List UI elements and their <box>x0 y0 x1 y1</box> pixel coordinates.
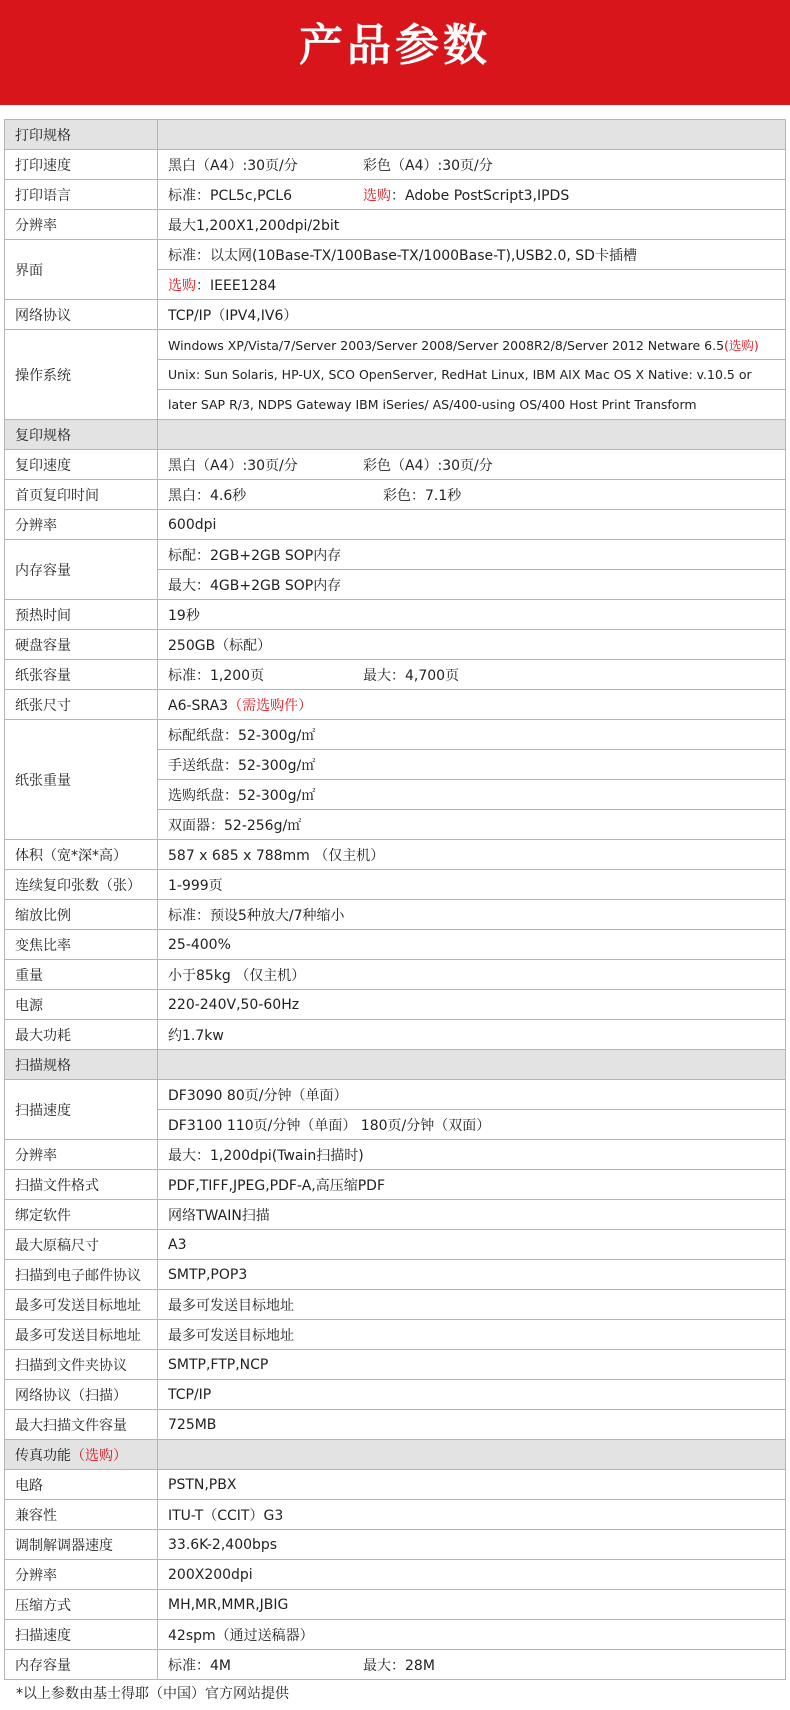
page-title: 产品参数 <box>299 20 491 71</box>
table-row <box>5 240 786 270</box>
row-label: 扫描到电子邮件协议 <box>5 1260 158 1290</box>
row-value: TCP/IP（IPV4,IV6） <box>158 300 786 330</box>
row-value: 标配纸盘：52-300g/㎡ <box>158 720 786 750</box>
row-label: 分辨率 <box>5 1560 158 1590</box>
table-row <box>5 660 786 690</box>
row-label: 扫描文件格式 <box>5 1170 158 1200</box>
table-row <box>5 960 786 990</box>
table-row <box>5 1200 786 1230</box>
row-value: 选购纸盘：52-300g/㎡ <box>158 780 786 810</box>
table-row <box>5 840 786 870</box>
table-row <box>5 1140 786 1170</box>
row-label: 分辨率 <box>5 210 158 240</box>
table-row <box>5 1500 786 1530</box>
optional-tag: 选购 <box>168 277 196 294</box>
row-value: 黑白（A4）:30页/分 <box>168 457 298 474</box>
optional-tag: （选购） <box>71 1447 127 1464</box>
section-title: 扫描规格 <box>5 1050 158 1080</box>
optional-tag: （需选购件） <box>228 697 313 714</box>
row-label: 分辨率 <box>5 1140 158 1170</box>
row-value: A6-SRA3 <box>168 697 229 714</box>
row-value: 最多可发送目标地址 <box>158 1320 786 1350</box>
row-label: 缩放比例 <box>5 900 158 930</box>
row-label: 最大原稿尺寸 <box>5 1230 158 1260</box>
row-value: PDF,TIFF,JPEG,PDF-A,高压缩PDF <box>158 1170 786 1200</box>
row-value: PSTN,PBX <box>158 1470 786 1500</box>
table-row <box>5 690 786 720</box>
row-value: 约1.7kw <box>158 1020 786 1050</box>
row-label: 重量 <box>5 960 158 990</box>
table-row <box>5 150 786 180</box>
table-row <box>5 1650 786 1680</box>
row-label: 扫描速度 <box>5 1080 158 1140</box>
row-value: Windows XP/Vista/7/Server 2003/Server 2008/Server 2008R2/8/Server 2012 Netware 6.5 <box>168 337 725 353</box>
row-value: 587 x 685 x 788mm （仅主机） <box>158 840 786 870</box>
row-label: 纸张重量 <box>5 720 158 840</box>
table-row <box>5 1170 786 1200</box>
row-label: 最大扫描文件容量 <box>5 1410 158 1440</box>
table-row <box>5 1080 786 1110</box>
section-title: 复印规格 <box>5 420 158 450</box>
row-value: 标准：4M <box>168 1657 231 1674</box>
row-value: 200X200dpi <box>158 1560 786 1590</box>
row-label: 扫描到文件夹协议 <box>5 1350 158 1380</box>
row-value: 最多可发送目标地址 <box>158 1290 786 1320</box>
row-value: 600dpi <box>158 510 786 540</box>
row-value: DF3090 80页/分钟（单面） <box>158 1080 786 1110</box>
row-value: Unix: Sun Solaris, HP-UX, SCO OpenServer, RedHat Linux, IBM AIX Mac OS X Native: v.10.5 or <box>158 360 786 390</box>
row-value: 黑白（A4）:30页/分 <box>168 157 298 174</box>
row-value: SMTP,FTP,NCP <box>158 1350 786 1380</box>
table-row <box>5 1530 786 1560</box>
section-title: 传真功能 <box>15 1447 71 1464</box>
section-fax <box>5 1440 786 1470</box>
section-copy <box>5 420 786 450</box>
row-value: 最大：28M <box>363 1657 435 1674</box>
table-row <box>5 1380 786 1410</box>
table-row <box>5 450 786 480</box>
row-value: 彩色（A4）:30页/分 <box>363 157 493 174</box>
row-label: 内存容量 <box>5 1650 158 1680</box>
table-row <box>5 540 786 570</box>
row-value: 42spm（通过送稿器） <box>158 1620 786 1650</box>
table-row <box>5 600 786 630</box>
row-label: 电路 <box>5 1470 158 1500</box>
row-label: 兼容性 <box>5 1500 158 1530</box>
row-value: 最大：4GB+2GB SOP内存 <box>158 570 786 600</box>
row-label: 体积（宽*深*高） <box>5 840 158 870</box>
row-value: 250GB（标配） <box>158 630 786 660</box>
table-row <box>5 300 786 330</box>
row-value: 725MB <box>158 1410 786 1440</box>
row-value: 彩色（A4）:30页/分 <box>363 457 493 474</box>
row-value: MH,MR,MMR,JBIG <box>158 1590 786 1620</box>
row-label: 最多可发送目标地址 <box>5 1320 158 1350</box>
row-label: 网络协议 <box>5 300 158 330</box>
row-label: 打印语言 <box>5 180 158 210</box>
table-row <box>5 1290 786 1320</box>
table-row <box>5 990 786 1020</box>
header-banner <box>0 0 790 105</box>
section-title: 打印规格 <box>5 120 158 150</box>
section-print <box>5 120 786 150</box>
row-value: 网络TWAIN扫描 <box>158 1200 786 1230</box>
table-row <box>5 630 786 660</box>
row-label: 最多可发送目标地址 <box>5 1290 158 1320</box>
row-value: 标准：预设5种放大/7种缩小 <box>158 900 786 930</box>
row-value: 最大：4,700页 <box>363 667 460 684</box>
row-label: 分辨率 <box>5 510 158 540</box>
row-label: 扫描速度 <box>5 1620 158 1650</box>
table-row <box>5 870 786 900</box>
table-row <box>5 1350 786 1380</box>
row-value: 标准：1,200页 <box>168 667 265 684</box>
table-row <box>5 1260 786 1290</box>
row-value: ：Adobe PostScript3,IPDS <box>391 187 570 204</box>
spec-table <box>4 119 786 1680</box>
row-value: 小于85kg （仅主机） <box>158 960 786 990</box>
row-value: 黑白：4.6秒 <box>168 487 247 504</box>
row-value: 1-999页 <box>158 870 786 900</box>
table-row <box>5 720 786 750</box>
row-label: 纸张尺寸 <box>5 690 158 720</box>
row-value: 标准：以太网(10Base-TX/100Base-TX/1000Base-T),USB2.0, SD卡插槽 <box>158 240 786 270</box>
row-label: 内存容量 <box>5 540 158 600</box>
table-row <box>5 510 786 540</box>
row-value: SMTP,POP3 <box>158 1260 786 1290</box>
row-label: 绑定软件 <box>5 1200 158 1230</box>
row-value: later SAP R/3, NDPS Gateway IBM iSeries/ AS/400-using OS/400 Host Print Transform <box>158 390 786 420</box>
row-label: 电源 <box>5 990 158 1020</box>
row-label: 预热时间 <box>5 600 158 630</box>
row-label: 首页复印时间 <box>5 480 158 510</box>
row-value: ：IEEE1284 <box>196 277 277 294</box>
table-row <box>5 210 786 240</box>
row-label: 界面 <box>5 240 158 300</box>
row-label: 调制解调器速度 <box>5 1530 158 1560</box>
row-value: 双面器：52-256g/㎡ <box>158 810 786 840</box>
table-row <box>5 1230 786 1260</box>
table-row <box>5 330 786 360</box>
row-label: 硬盘容量 <box>5 630 158 660</box>
row-label: 网络协议（扫描） <box>5 1380 158 1410</box>
row-label: 压缩方式 <box>5 1590 158 1620</box>
table-row <box>5 480 786 510</box>
row-value: 220-240V,50-60Hz <box>158 990 786 1020</box>
table-row <box>5 1320 786 1350</box>
row-value: 标配：2GB+2GB SOP内存 <box>158 540 786 570</box>
row-label: 连续复印张数（张） <box>5 870 158 900</box>
row-value: 标准：PCL5c,PCL6 <box>168 187 292 204</box>
footnote: *以上参数由基士得耶（中国）官方网站提供 <box>16 1686 289 1702</box>
row-value: 最大：1,200dpi(Twain扫描时) <box>158 1140 786 1170</box>
table-row <box>5 1470 786 1500</box>
section-scan <box>5 1050 786 1080</box>
table-row <box>5 930 786 960</box>
row-label: 变焦比率 <box>5 930 158 960</box>
row-label: 操作系统 <box>5 330 158 420</box>
row-value: 最大1,200X1,200dpi/2bit <box>158 210 786 240</box>
row-label: 纸张容量 <box>5 660 158 690</box>
row-value: 彩色：7.1秒 <box>383 487 462 504</box>
table-row <box>5 1590 786 1620</box>
table-row <box>5 180 786 210</box>
row-value: 19秒 <box>158 600 786 630</box>
row-label: 打印速度 <box>5 150 158 180</box>
table-row <box>5 900 786 930</box>
row-value: 手送纸盘：52-300g/㎡ <box>158 750 786 780</box>
optional-tag: 选购 <box>363 187 391 204</box>
row-value: A3 <box>158 1230 786 1260</box>
table-row <box>5 1020 786 1050</box>
table-row <box>5 1560 786 1590</box>
row-label: 复印速度 <box>5 450 158 480</box>
row-label: 最大功耗 <box>5 1020 158 1050</box>
optional-tag: (选购) <box>724 337 759 353</box>
table-row <box>5 1410 786 1440</box>
row-value: 33.6K-2,400bps <box>158 1530 786 1560</box>
row-value: DF3100 110页/分钟（单面） 180页/分钟（双面） <box>158 1110 786 1140</box>
row-value: 25-400% <box>158 930 786 960</box>
row-value: ITU-T（CCIT）G3 <box>158 1500 786 1530</box>
row-value: TCP/IP <box>158 1380 786 1410</box>
table-row <box>5 1620 786 1650</box>
